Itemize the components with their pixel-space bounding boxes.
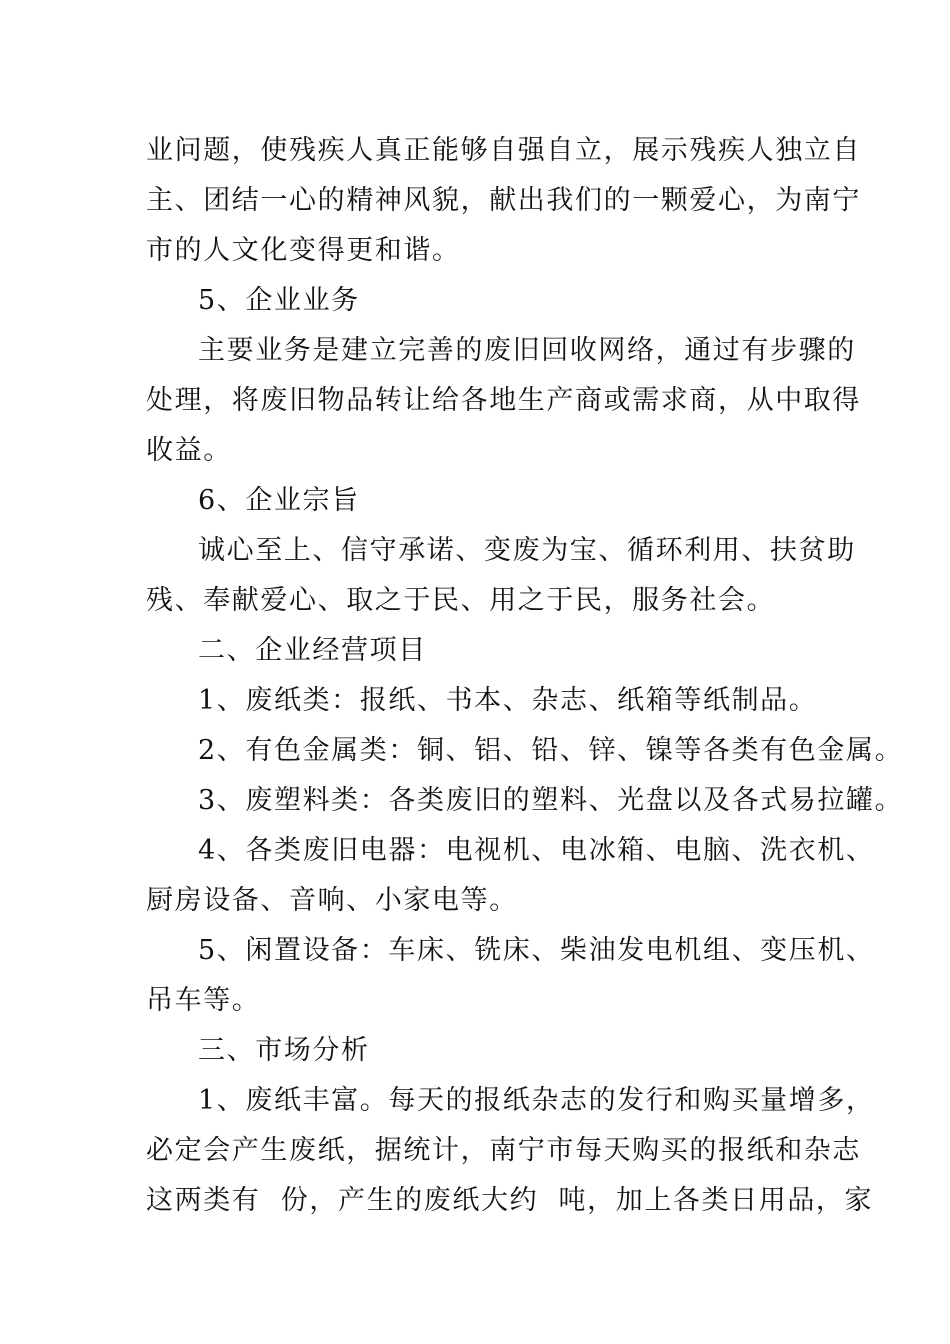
list-item: 3、废塑料类：各类废旧的塑料、光盘以及各式易拉罐。 — [198, 785, 904, 816]
paragraph-line: 主、团结一心的精神风貌，献出我们的一颗爱心，为南宁 — [146, 185, 861, 216]
list-item: 1、废纸类：报纸、书本、杂志、纸箱等纸制品。 — [198, 685, 818, 716]
paragraph-line: 这两类有 份，产生的废纸大约 吨，加上各类日用品，家 — [146, 1185, 874, 1216]
list-item-continuation: 吊车等。 — [146, 985, 261, 1016]
paragraph-line: 市的人文化变得更和谐。 — [146, 235, 461, 266]
section-heading: 6、企业宗旨 — [198, 485, 360, 516]
paragraph-line: 主要业务是建立完善的废旧回收网络，通过有步骤的 — [198, 335, 856, 366]
paragraph-line: 残、奉献爱心、取之于民、用之于民，服务社会。 — [146, 585, 776, 616]
paragraph-line: 诚心至上、信守承诺、变废为宝、循环利用、扶贫助 — [198, 535, 856, 566]
list-item: 5、闲置设备：车床、铣床、柴油发电机组、变压机、 — [198, 935, 875, 966]
paragraph-line: 必定会产生废纸，据统计，南宁市每天购买的报纸和杂志 — [146, 1135, 861, 1166]
section-heading: 二、企业经营项目 — [198, 635, 427, 666]
paragraph-line: 业问题，使残疾人真正能够自强自立，展示残疾人独立自 — [146, 135, 861, 166]
paragraph-line: 收益。 — [146, 435, 232, 466]
list-item: 2、有色金属类：铜、铝、铅、锌、镍等各类有色金属。 — [198, 735, 904, 766]
list-item-continuation: 厨房设备、音响、小家电等。 — [146, 885, 518, 916]
list-item: 4、各类废旧电器：电视机、电冰箱、电脑、洗衣机、 — [198, 835, 875, 866]
paragraph-line: 处理，将废旧物品转让给各地生产商或需求商，从中取得 — [146, 385, 861, 416]
section-heading: 5、企业业务 — [198, 285, 360, 316]
paragraph-line: 1、废纸丰富。每天的报纸杂志的发行和购买量增多， — [198, 1085, 875, 1116]
section-heading: 三、市场分析 — [198, 1035, 370, 1066]
